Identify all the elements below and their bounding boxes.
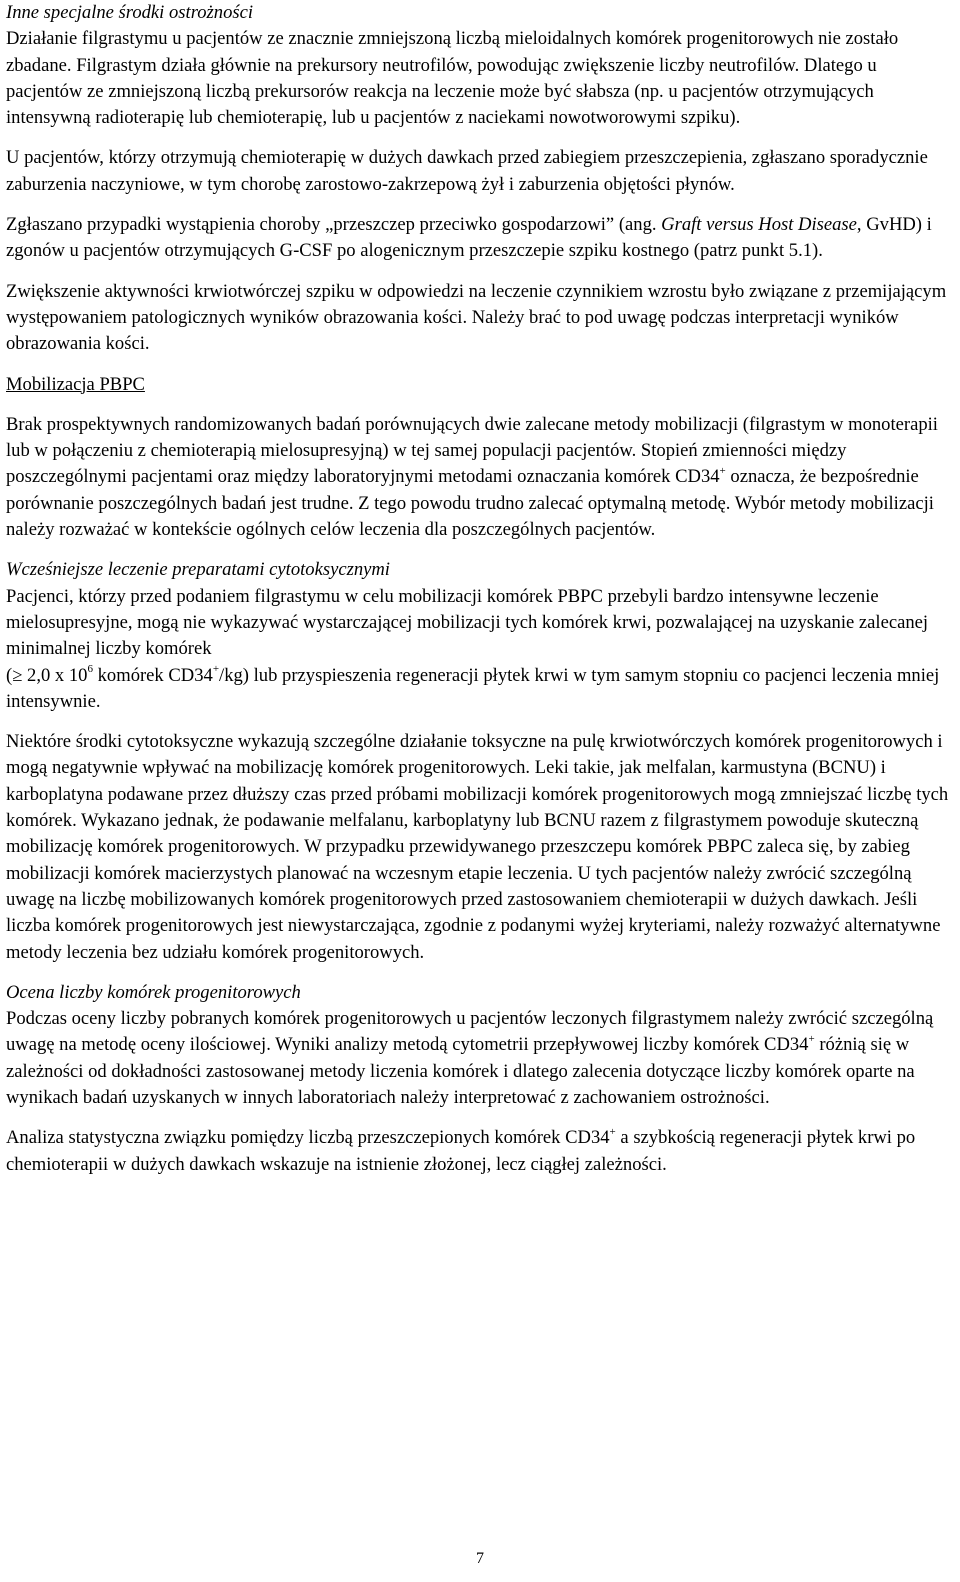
gvhd-text-start: Zgłaszano przypadki wystąpienia choroby „przeszczep przeciwko gospodarzowi” (ang.: [6, 214, 662, 236]
gvhd-text-end: , GvHD) i zgonów u pacjentów otrzymujących G-CSF po alogenicznym przeszczepie szpiku kostnego (patrz punkt 5.1).: [6, 214, 932, 262]
prior-text-end: /kg) lub przyspieszenia regeneracji płytek krwi w tym samym stopniu co pacjenci leczenia mniej intensywnie.: [6, 664, 940, 712]
exponent-superscript: 6: [87, 663, 93, 676]
document-body: [6, 0, 956, 1178]
paragraph-cell-count-assessment: [6, 1006, 956, 1111]
count-text-start: Podczas oceny liczby pobranych komórek progenitorowych u pacjentów leczonych filgrastymem należy zwrócić szczególną uwagę na metodę oceny ilościowej. Wyniki analizy metodą cytometrii przepływowej liczby komórek CD34: [6, 1008, 934, 1056]
paragraph-gvhd: [6, 212, 956, 265]
page-number: 7: [476, 1550, 484, 1567]
count-text-end: różnią się w zależności od dokładności zastosowanej metody liczenia komórek i dlatego zalecenia dotyczące liczby komórek oparte na wynikach badań uzyskanych w innych laboratoriach należy interpretować z zachowaniem ostrożności.: [6, 1034, 915, 1108]
cd34-superscript: +: [609, 1126, 616, 1139]
prior-text-threshold: (≥ 2,0 x 10: [6, 664, 88, 686]
heading-cell-count: Ocena liczby komórek progenitorowych: [6, 981, 301, 1003]
section-heading-precautions: Inne specjalne środki ostrożności: [6, 2, 254, 23]
paragraph-vascular-disorders: U pacjentów, którzy otrzymują chemioterapię w dużych dawkach przed zabiegiem przeszczepienia, zgłaszano sporadycznie zaburzenia naczyniowe, w tym chorobę zarostowo-zakrzepową żył i zaburzenia objętości płynów.: [6, 147, 928, 195]
heading-pbpc-mobilization: Mobilizacja PBPC: [6, 373, 145, 395]
prior-text-start: Pacjenci, którzy przed podaniem filgrastymu w celu mobilizacji komórek PBPC przebyli bardzo intensywne leczenie mielosupresyjne, mogą nie wykazywać wystarczającej mobilizacji tych komórek krwi, pozwalającej na uzyskanie zalecanej minimalnej liczby komórek: [6, 585, 929, 660]
prior-text-cells: komórek CD34: [92, 664, 213, 686]
cd34-superscript: +: [719, 465, 726, 478]
paragraph-statistical-analysis: [6, 1125, 956, 1178]
heading-prior-cytotoxic: Wcześniejsze leczenie preparatami cytotoksycznymi: [6, 559, 390, 581]
cd34-superscript: +: [212, 663, 220, 676]
stats-text-end: a szybkością regeneracji płytek krwi po chemioterapii w dużych dawkach wskazuje na istnienie złożonej, lecz ciągłej zależności.: [6, 1127, 916, 1175]
paragraph-filgrastim-effect: Działanie filgrastymu u pacjentów ze znacznie zmniejszoną liczbą mieloidalnych komórek progenitorowych nie zostało zbadane. Filgrastym działa głównie na prekursory neutrofilów, powodując zwiększenie liczby neutrofilów. Dlatego u pacjentów ze zmniejszoną liczbą prekursorów reakcja na leczenie może być słabsza (np. u pacjentów otrzymujących intensywną radioterapię lub chemioterapię, lub u pacjentów z naciekami nowotworowymi szpiku).: [6, 28, 899, 129]
mobilization-text-end: oznacza, że bezpośrednie porównanie poszczególnych badań jest trudne. Z tego powodu trudno zalecać optymalną metodę. Wybór metody mobilizacji należy rozważać w kontekście ogólnych celów leczenia dla poszczególnych pacjentów.: [6, 466, 934, 541]
paragraph-prior-treatment: [6, 584, 956, 715]
gvhd-term-italic: Graft versus Host Disease: [661, 214, 857, 236]
paragraph-cytotoxic-agents: Niektóre środki cytotoksyczne wykazują szczególne działanie toksyczne na pulę krwiotwórczych komórek progenitorowych i mogą negatywnie wpływać na mobilizację komórek progenitorowych. Leki takie, jak melfalan, karmustyna (BCNU) i karboplatyna podawane przez dłuższy czas przed próbami mobilizacji komórek progenitorowych mogą zmniejszać liczbę tych komórek. Wykazano jednak, że podawanie melfalanu, karboplatyny lub BCNU razem z filgrastymem powoduje skuteczną mobilizację komórek progenitorowych. W przypadku przewidywanego przeszczepu komórek PBPC zaleca się, by zabieg mobilizacji komórek macierzystych planować na wczesnym etapie leczenia. U tych pacjentów należy zwrócić szczególną uwagę na liczbę mobilizowanych komórek progenitorowych przed zastosowaniem chemioterapii w dużych dawkach. Jeśli liczba komórek progenitorowych jest niewystarczająca, zgodnie z podanymi wyżej kryteriami, należy rozważyć alternatywne metody leczenia bez udziału komórek progenitorowych.: [6, 731, 949, 963]
paragraph-bone-imaging: Zwiększenie aktywności krwiotwórczej szpiku w odpowiedzi na leczenie czynnikiem wzrostu było związane z przemijającym występowaniem patologicznych wyników obrazowania kości. Należy brać to pod uwagę podczas interpretacji wyników obrazowania kości.: [6, 280, 947, 355]
stats-text-start: Analiza statystyczna związku pomiędzy liczbą przeszczepionych komórek CD34: [6, 1127, 610, 1149]
paragraph-mobilization-methods: [6, 412, 956, 543]
cd34-superscript: +: [808, 1033, 815, 1046]
mobilization-text-start: Brak prospektywnych randomizowanych badań porównujących dwie zalecane metody mobilizacji (filgrastym w monoterapii lub w połączeniu z chemioterapią mielosupresyjną) w tej samej populacji pacjentów. Stopień zmienności między poszczególnymi pacjentami oraz między laboratoryjnymi metodami oznaczania komórek CD34: [6, 413, 938, 488]
